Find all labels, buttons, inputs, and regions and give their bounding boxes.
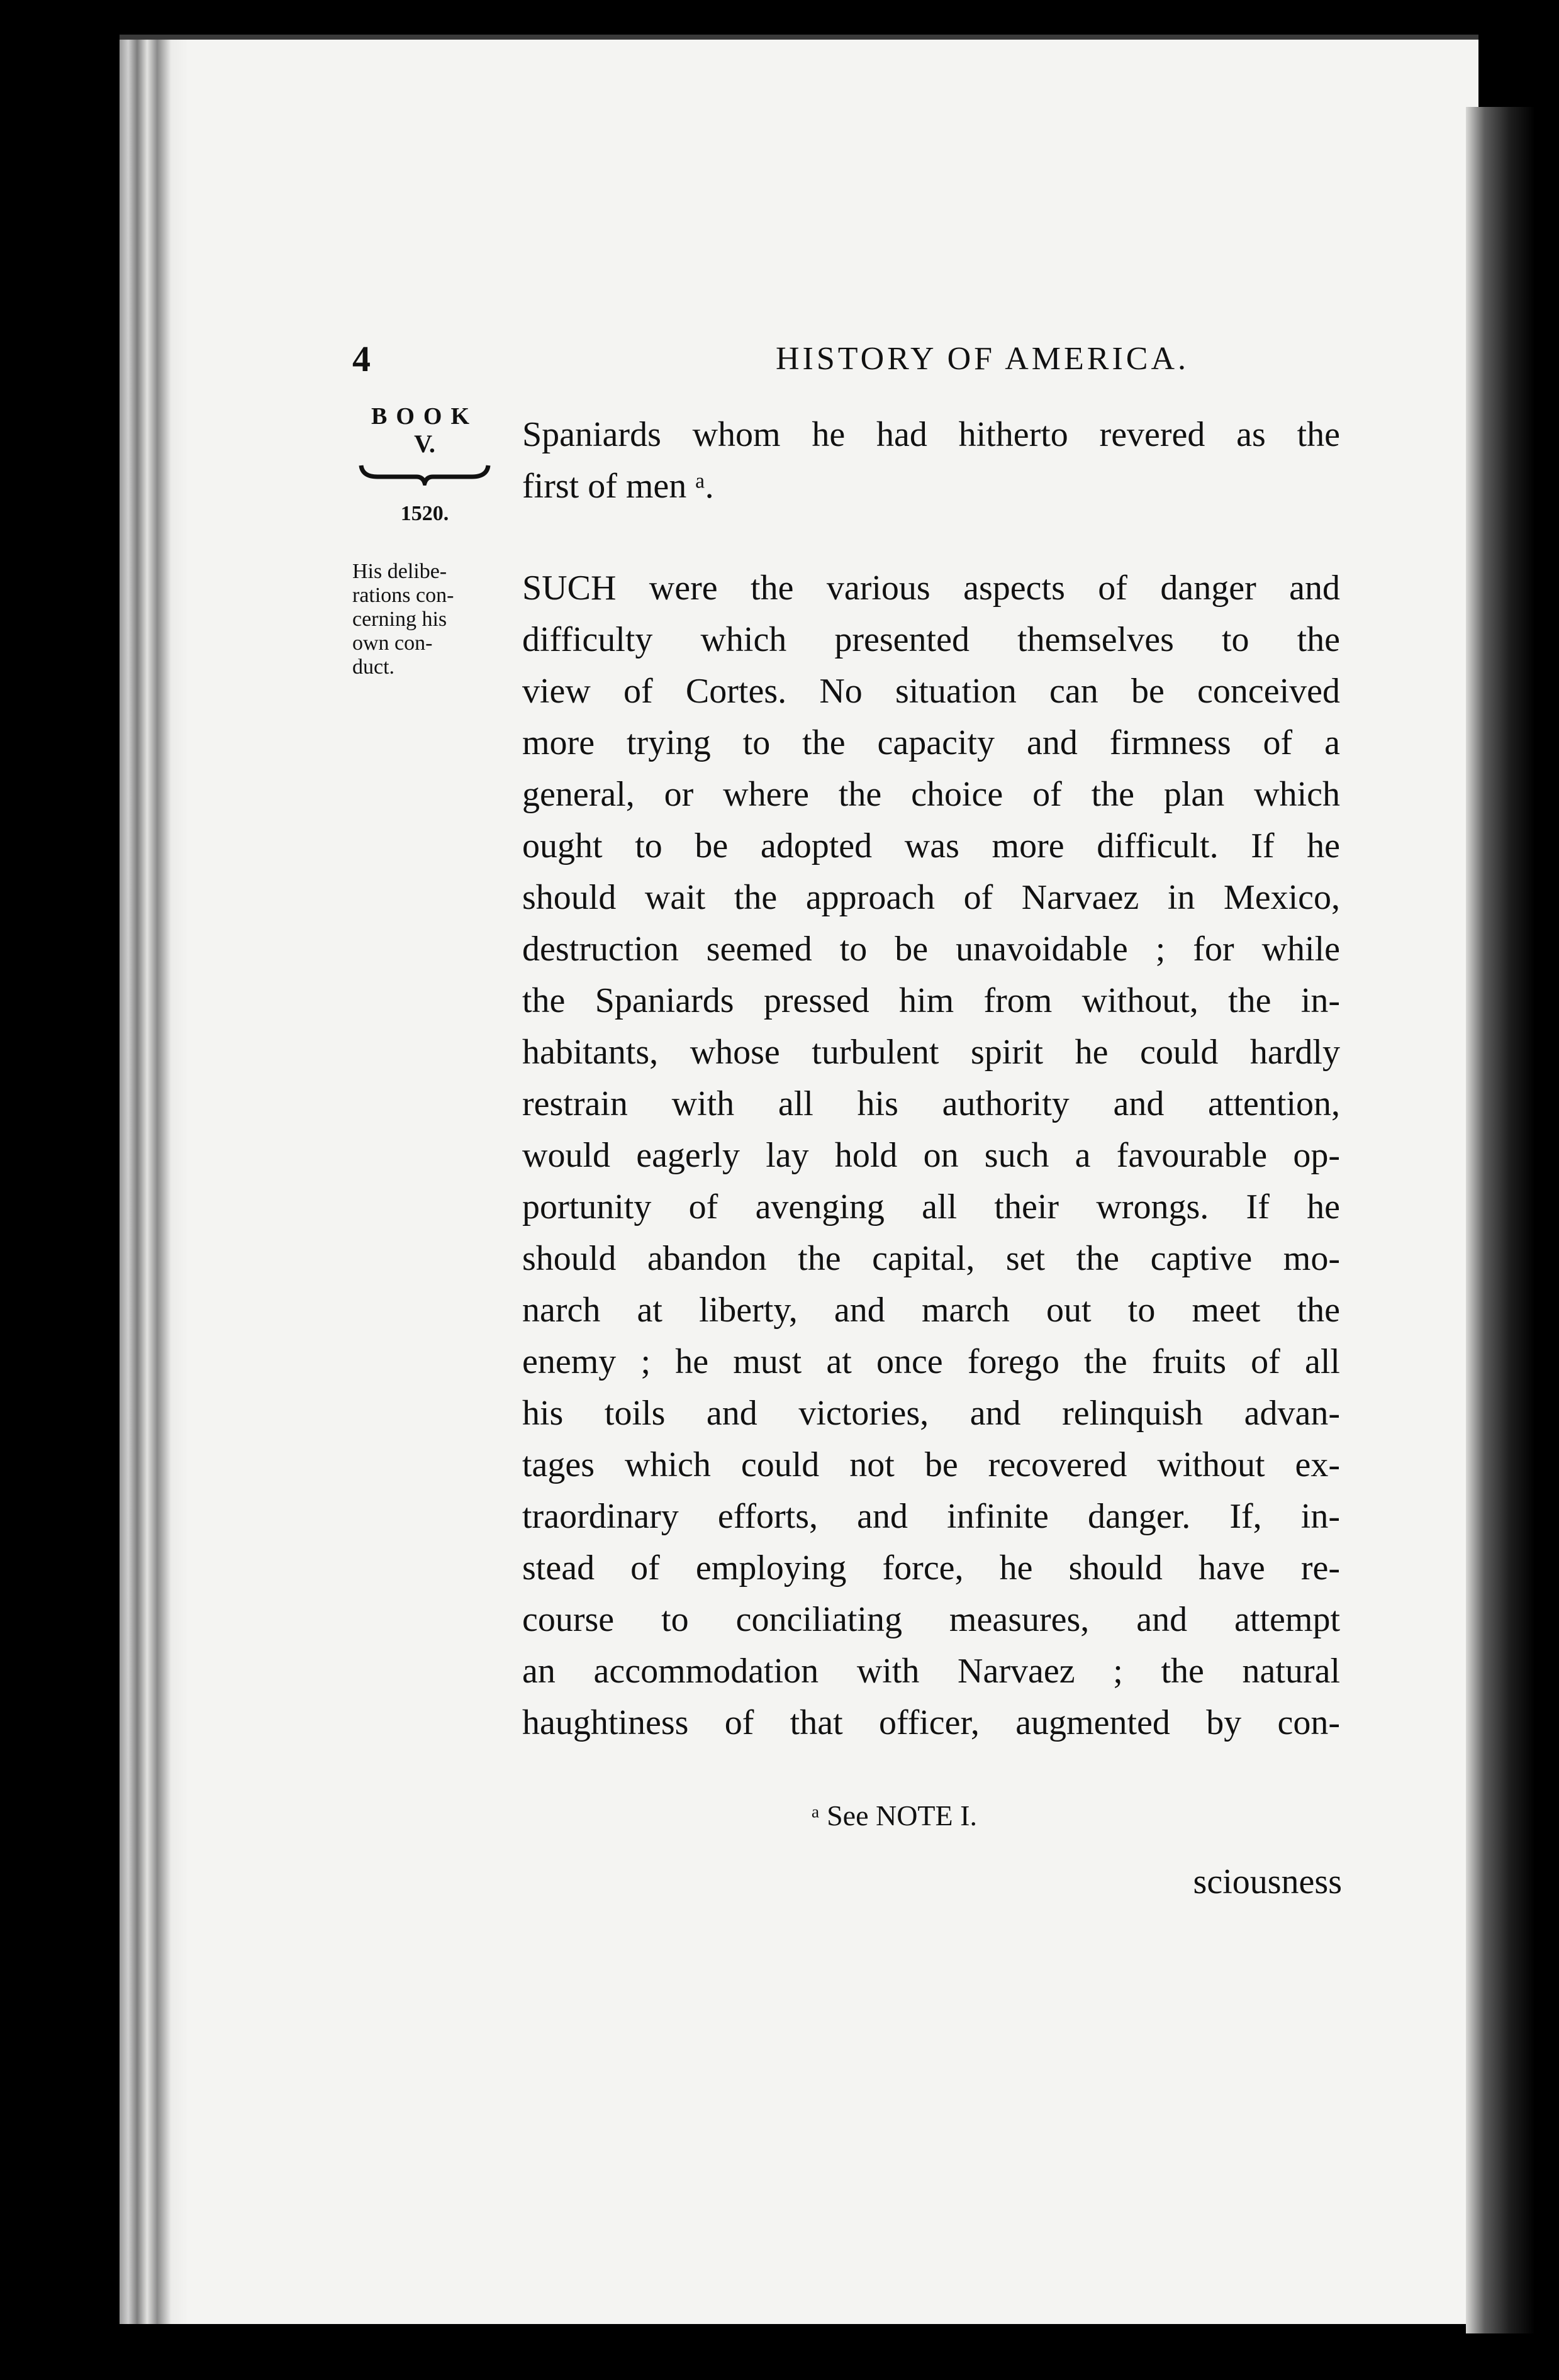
margin-column <box>352 403 497 526</box>
year-label: 1520. <box>400 502 449 525</box>
text-line: view of Cortes. No situation can be conceived <box>522 672 1340 711</box>
text-line: course to conciliating measures, and attempt <box>522 1600 1340 1639</box>
text-line: traordinary efforts, and infinite danger. If, in- <box>522 1497 1340 1536</box>
body-text <box>522 409 1340 1749</box>
sidenote-line: duct. <box>352 655 395 679</box>
text-line: portunity of avenging all their wrongs. If he <box>522 1187 1340 1226</box>
text-line: enemy ; he must at once forego the fruits of all <box>522 1342 1340 1381</box>
text-line: should abandon the capital, set the captive mo- <box>522 1239 1340 1278</box>
text-line: would eagerly lay hold on such a favourable op- <box>522 1136 1340 1175</box>
book-volume: V. <box>414 430 435 458</box>
page-header <box>352 336 1189 381</box>
text-line: general, or where the choice of the plan which <box>522 775 1340 814</box>
text-line: his toils and victories, and relinquish advan- <box>522 1394 1340 1433</box>
brace-ornament <box>359 460 491 486</box>
page-edge-shadow <box>1466 107 1535 2333</box>
margin-sidenote <box>352 560 497 679</box>
text-line: stead of employing force, he should have re- <box>522 1549 1340 1588</box>
paragraph-gap <box>522 512 1340 562</box>
sidenote-line: own con- <box>352 631 433 655</box>
text-line: first of men ᵃ. <box>522 467 714 506</box>
text-line: habitants, whose turbulent spirit he could hardly <box>522 1033 1340 1072</box>
text-line: SUCH were the various aspects of danger and <box>522 569 1340 608</box>
binding-edge <box>120 35 189 2324</box>
text-line: more trying to the capacity and firmness of a <box>522 723 1340 762</box>
text-line: an accommodation with Narvaez ; the natural <box>522 1652 1340 1691</box>
sidenote-line: rations con- <box>352 584 454 607</box>
footnote: ᵃ See NOTE I. <box>812 1799 977 1832</box>
sidenote-line: cerning his <box>352 608 447 631</box>
text-line: Spaniards whom he had hitherto revered as the <box>522 415 1340 454</box>
page-number: 4 <box>352 338 371 379</box>
text-line: ought to be adopted was more difficult. If he <box>522 826 1340 865</box>
text-line: restrain with all his authority and attention, <box>522 1084 1340 1123</box>
text-line: narch at liberty, and march out to meet the <box>522 1291 1340 1330</box>
running-head: HISTORY OF AMERICA. <box>776 340 1189 377</box>
page-top-border <box>120 35 1478 40</box>
catchword: sciousness <box>1193 1862 1342 1901</box>
sidenote-line: His delibe- <box>352 560 447 583</box>
text-line: the Spaniards pressed him from without, the in- <box>522 981 1340 1020</box>
text-line: difficulty which presented themselves to the <box>522 620 1340 659</box>
text-line: should wait the approach of Narvaez in Mexico, <box>522 878 1340 917</box>
text-line: destruction seemed to be unavoidable ; for while <box>522 930 1340 969</box>
book-label: BOOK <box>371 403 479 430</box>
text-line: tages which could not be recovered without ex- <box>522 1445 1340 1484</box>
text-line: haughtiness of that officer, augmented by con- <box>522 1703 1340 1742</box>
